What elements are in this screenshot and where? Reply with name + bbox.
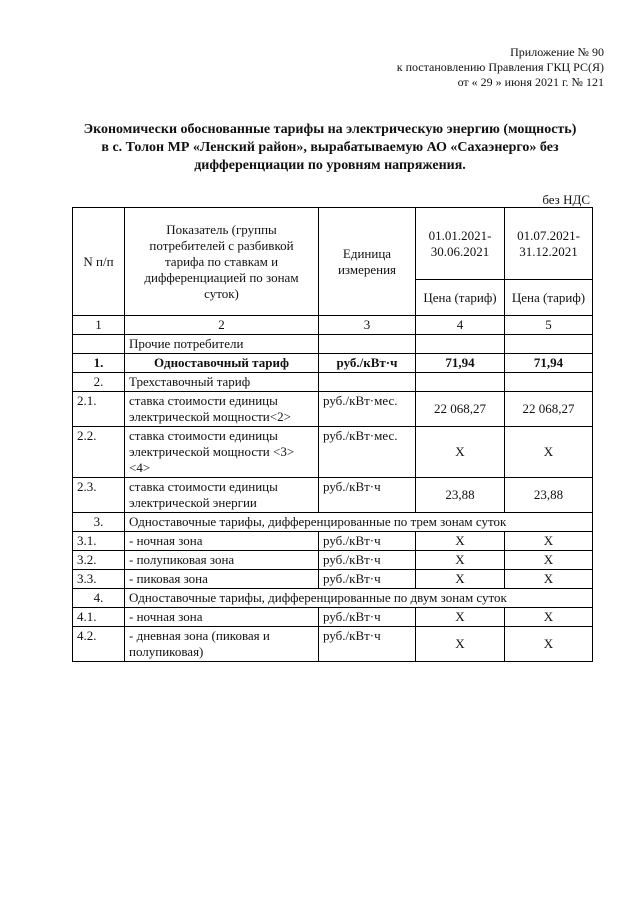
row-value-1: Х <box>416 532 505 551</box>
row-num: 4.2. <box>73 627 125 662</box>
row-value-2: 71,94 <box>505 354 593 373</box>
table-row <box>73 354 593 373</box>
header-price-1: Цена (тариф) <box>416 280 505 316</box>
row-name: ставка стоимости единицы электрической мощности <3><4> <box>125 427 319 478</box>
row-name: - пиковая зона <box>125 570 319 589</box>
row-unit: руб./кВт·ч <box>319 354 416 373</box>
row-name: Трехставочный тариф <box>125 373 319 392</box>
colnum-1: 1 <box>73 316 125 335</box>
row-name: Одноставочный тариф <box>125 354 319 373</box>
row-unit: руб./кВт·ч <box>319 478 416 513</box>
row-name: - дневная зона (пиковая и полупиковая) <box>125 627 319 662</box>
row-unit: руб./кВт·ч <box>319 570 416 589</box>
section-label: Прочие потребители <box>125 335 319 354</box>
row-value-2: Х <box>505 427 593 478</box>
resolution-date: от « 29 » июня 2021 г. № 121 <box>457 75 604 89</box>
row-value-1: Х <box>416 570 505 589</box>
header-period-2: 01.07.2021-31.12.2021 <box>505 208 593 280</box>
title-line-3: дифференциации по уровням напряжения. <box>194 158 466 173</box>
row-value-2: Х <box>505 551 593 570</box>
column-number-row <box>73 316 593 335</box>
row-value-2: Х <box>505 570 593 589</box>
row-value-1: 23,88 <box>416 478 505 513</box>
vat-note: без НДС <box>542 192 590 207</box>
table-row <box>73 373 593 392</box>
row-num: 4. <box>73 589 125 608</box>
colnum-2: 2 <box>125 316 319 335</box>
row-value-1: 22 068,27 <box>416 392 505 427</box>
appendix-number: Приложение № 90 <box>510 45 604 59</box>
table-row <box>73 532 593 551</box>
colnum-5: 5 <box>505 316 593 335</box>
row-name: Одноставочные тарифы, дифференцированные по трем зонам суток <box>125 513 593 532</box>
row-value-2: Х <box>505 532 593 551</box>
header-period-1: 01.01.2021-30.06.2021 <box>416 208 505 280</box>
table-row <box>73 627 593 662</box>
colnum-3: 3 <box>319 316 416 335</box>
row-value-2: 23,88 <box>505 478 593 513</box>
header-indicator: Показатель (группы потребителей с разбивкой тарифа по ставкам и дифференциацией по зонам суток) <box>125 208 319 316</box>
row-num: 4.1. <box>73 608 125 627</box>
row-name: - полупиковая зона <box>125 551 319 570</box>
table-row <box>73 551 593 570</box>
table-row <box>73 513 593 532</box>
row-num: 3.1. <box>73 532 125 551</box>
row-unit: руб./кВт·ч <box>319 532 416 551</box>
row-unit: руб./кВт·ч <box>319 627 416 662</box>
row-value-1: Х <box>416 608 505 627</box>
table-row <box>73 608 593 627</box>
colnum-4: 4 <box>416 316 505 335</box>
document-title <box>40 121 620 175</box>
row-value-2: 22 068,27 <box>505 392 593 427</box>
header-unit: Единица измерения <box>319 208 416 316</box>
title-line-1: Экономически обоснованные тарифы на электрическую энергию (мощность) <box>83 122 577 137</box>
row-num: 1. <box>73 354 125 373</box>
row-num: 3. <box>73 513 125 532</box>
row-num: 2.2. <box>73 427 125 478</box>
document-header <box>397 45 604 90</box>
resolution-ref: к постановлению Правления ГКЦ РС(Я) <box>396 60 604 74</box>
table-row <box>73 478 593 513</box>
row-num: 3.3. <box>73 570 125 589</box>
row-unit: руб./кВт·мес. <box>319 427 416 478</box>
row-name: Одноставочные тарифы, дифференцированные по двум зонам суток <box>125 589 593 608</box>
header-num: N п/п <box>73 208 125 316</box>
row-value-1: 71,94 <box>416 354 505 373</box>
row-name: ставка стоимости единицы электрической энергии <box>125 478 319 513</box>
table-row <box>73 392 593 427</box>
section-row-other-consumers <box>73 335 593 354</box>
tariff-table <box>72 207 593 662</box>
table-row <box>73 570 593 589</box>
header-price-2: Цена (тариф) <box>505 280 593 316</box>
row-value-1: Х <box>416 427 505 478</box>
row-num: 2.1. <box>73 392 125 427</box>
table-row <box>73 427 593 478</box>
row-num: 2. <box>73 373 125 392</box>
row-unit: руб./кВт·ч <box>319 608 416 627</box>
row-num: 3.2. <box>73 551 125 570</box>
row-value-2: Х <box>505 608 593 627</box>
row-name: - ночная зона <box>125 608 319 627</box>
title-line-2: в с. Толон МР «Ленский район», вырабатываемую АО «Сахаэнерго» без <box>101 140 559 155</box>
row-name: ставка стоимости единицы электрической мощности<2> <box>125 392 319 427</box>
row-name: - ночная зона <box>125 532 319 551</box>
row-unit: руб./кВт·ч <box>319 551 416 570</box>
table-row <box>73 589 593 608</box>
row-value-1: Х <box>416 627 505 662</box>
row-num: 2.3. <box>73 478 125 513</box>
table-header-row <box>73 208 593 280</box>
row-value-2: Х <box>505 627 593 662</box>
row-value-1: Х <box>416 551 505 570</box>
row-unit: руб./кВт·мес. <box>319 392 416 427</box>
